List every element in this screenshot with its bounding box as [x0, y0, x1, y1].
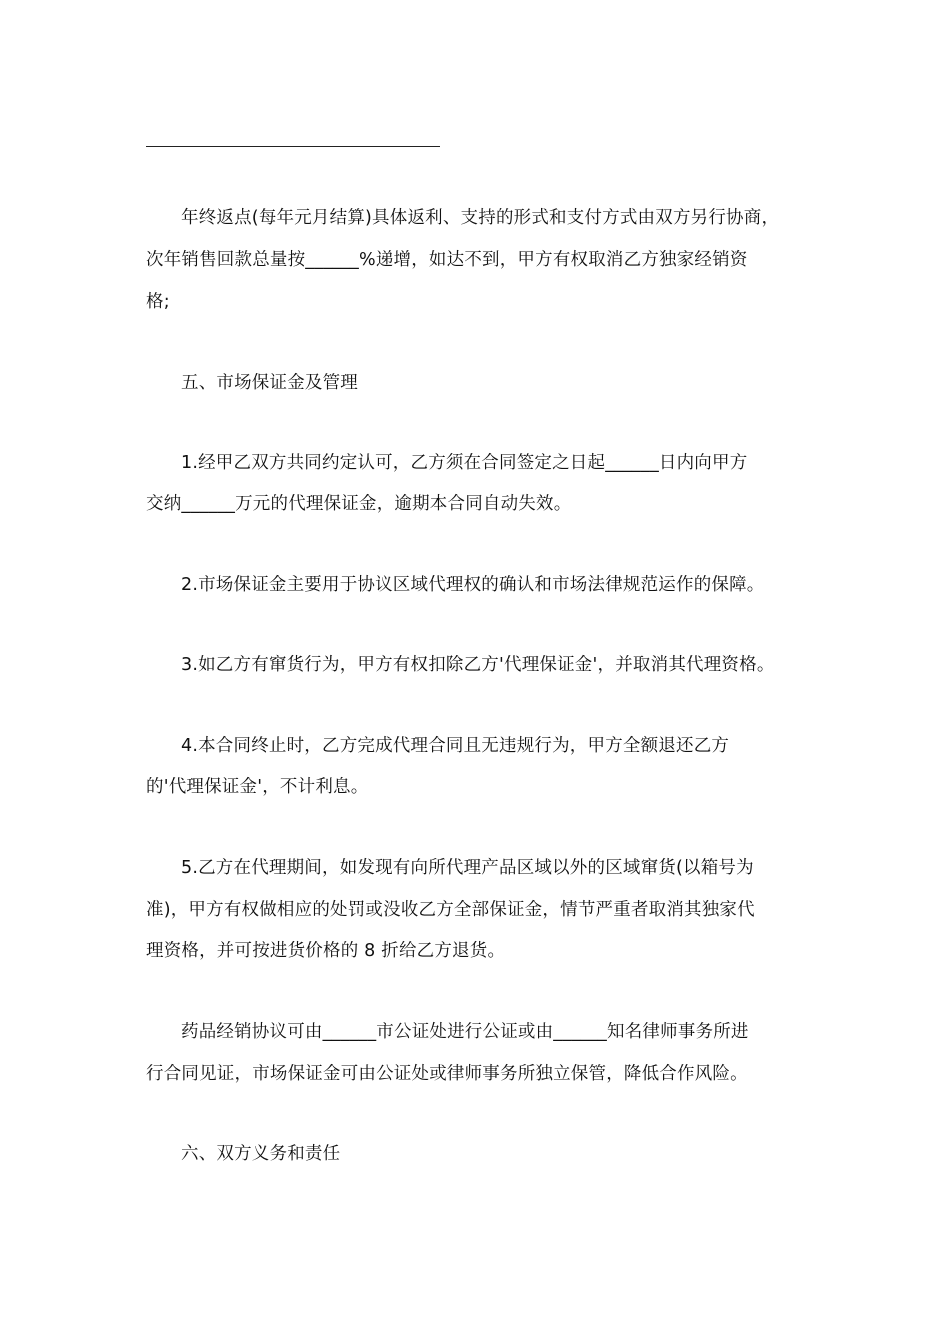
rebate-line-2: 次年销售回款总量按______%递增，如达不到，甲方有权取消乙方独家经销资 [146, 250, 748, 270]
horizontal-rule [146, 146, 440, 147]
item-3-line-1: 3.如乙方有窜货行为，甲方有权扣除乙方'代理保证金'，并取消其代理资格。 [181, 655, 775, 675]
item-1-line-1: 1.经甲乙双方共同约定认可，乙方须在合同签定之日起______日内向甲方 [181, 453, 748, 473]
item-5-line-3: 理资格，并可按进货价格的 8 折给乙方退货。 [146, 941, 506, 961]
item-4-line-1: 4.本合同终止时，乙方完成代理合同且无违规行为，甲方全额退还乙方 [181, 736, 730, 756]
rebate-line-3: 格; [146, 292, 170, 312]
section-heading-6: 六、双方义务和责任 [181, 1144, 341, 1164]
item-5-line-2: 准)，甲方有权做相应的处罚或没收乙方全部保证金，情节严重者取消其独家代 [146, 900, 755, 920]
item-1-line-2: 交纳______万元的代理保证金，逾期本合同自动失效。 [146, 494, 572, 514]
section-heading-5: 五、市场保证金及管理 [181, 373, 358, 393]
item-4-line-2: 的'代理保证金'，不计利息。 [146, 777, 369, 797]
item-2-line-1: 2.市场保证金主要用于协议区域代理权的确认和市场法律规范运作的保障。 [181, 575, 765, 595]
rebate-line-1: 年终返点(每年元月结算)具体返利、支持的形式和支付方式由双方另行协商， [181, 208, 780, 228]
item-5-line-1: 5.乙方在代理期间，如发现有向所代理产品区域以外的区域窜货(以箱号为 [181, 858, 754, 878]
notary-line-2: 行合同见证，市场保证金可由公证处或律师事务所独立保管，降低合作风险。 [146, 1064, 748, 1084]
notary-line-1: 药品经销协议可由______市公证处进行公证或由______知名律师事务所进 [181, 1022, 749, 1042]
